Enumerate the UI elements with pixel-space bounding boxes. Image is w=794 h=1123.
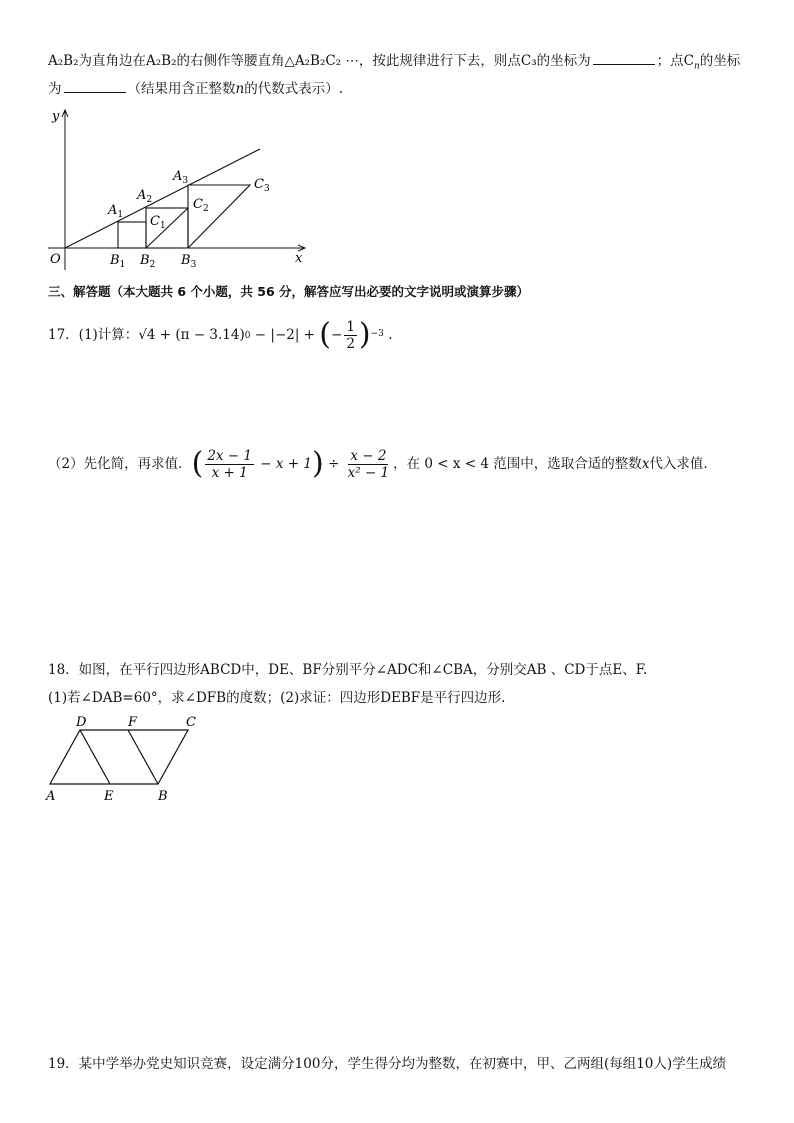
label-C: C [186, 715, 196, 730]
q18-line2: (1)若∠DAB=60°，求∠DFB的度数；(2)求证：四边形DEBF是平行四边形. [48, 690, 506, 706]
section-heading: 三、解答题（本大题共 6 个小题，共 56 分，解答应写出必要的文字说明或演算步骤） [48, 284, 530, 299]
q16-text-d: 为 [48, 81, 62, 97]
answer-blank-c3[interactable] [593, 50, 655, 65]
frac1-den: x + 1 [211, 464, 248, 481]
q17-exp0: 0 [244, 331, 251, 341]
q17-fraction-1 [205, 448, 254, 481]
q16-line1 [48, 50, 740, 77]
label-B1: $B_1$ [110, 253, 126, 270]
label-C1: $C_1$ [150, 214, 166, 231]
right-paren-2: ) [312, 446, 324, 481]
frac2-den: x² − 1 [347, 464, 390, 481]
right-paren: ) [358, 317, 371, 352]
answer-blank-cn[interactable] [64, 78, 126, 93]
q17-part2-end: 代入求值. [649, 456, 708, 472]
label-B3: $B_3$ [181, 253, 197, 270]
label-x: x [295, 251, 303, 266]
q17-expr-b: − |−2| + [250, 327, 320, 343]
label-A: A [46, 789, 56, 804]
q18-line1: 18．如图，在平行四边形ABCD中，DE、BF分别平分∠ADC和∠CBA，分别交AB 、CD于点E、F. [48, 662, 648, 678]
q17-var-x: x [641, 456, 650, 472]
q16-text-e: （结果用含正整数 [127, 81, 236, 97]
q16-subscript-n: n [693, 61, 700, 72]
q17-part1-prefix: 17．(1)计算： [48, 327, 139, 343]
frac1-tail: − x + 1 [256, 456, 312, 472]
ray-line [65, 149, 260, 248]
frac2-num: x − 2 [350, 447, 387, 464]
q17-part1-end: . [383, 327, 393, 343]
label-F: F [128, 715, 138, 730]
label-B: B [158, 789, 168, 804]
q17-part2-mid: ，在 0 < x < 4 范围中，选取合适的整数 [393, 456, 642, 472]
q17-expr-a: √4 + (π − 3.14) [138, 327, 245, 343]
segment-DE [80, 730, 110, 784]
parallelogram-ABCD [50, 730, 188, 784]
q16-line2 [48, 78, 343, 99]
label-A3: $A_3$ [173, 169, 189, 186]
q16-text-b: ；点C [656, 53, 694, 69]
triangle-3 [188, 185, 250, 248]
label-y: y [52, 109, 60, 124]
label-C2: $C_2$ [193, 197, 209, 214]
q16-text-f: 的代数式表示）. [244, 81, 343, 97]
q16-text-c: 的坐标 [699, 53, 741, 69]
q17-exp-neg3: −3 [370, 329, 384, 339]
q17-fraction-half [344, 319, 357, 352]
square-1 [118, 222, 146, 248]
label-E: E [104, 789, 114, 804]
q17-part1 [48, 318, 393, 352]
q19-line1: 19．某中学举办党史知识竞赛，设定满分100分，学生得分均为整数，在初赛中，甲、乙两组(每组10人)学生成绩 [48, 1056, 727, 1072]
divide-sign: ÷ [323, 456, 344, 472]
q17-part2-prefix: （2）先化简，再求值． [48, 456, 192, 472]
label-A1: $A_1$ [108, 203, 124, 220]
label-B2: $B_2$ [140, 253, 156, 270]
q17-minus: − [331, 327, 343, 343]
q17-part2 [48, 444, 708, 484]
figure-parallelogram [44, 712, 204, 804]
q17-frac-den: 2 [346, 335, 355, 352]
q17-fraction-2 [346, 448, 392, 481]
q17-frac-num: 1 [346, 318, 355, 335]
label-A2: $A_2$ [137, 188, 153, 205]
label-D: D [76, 715, 87, 730]
figure-staircase-triangles [40, 104, 320, 274]
q16-var-n: n [235, 81, 245, 97]
q16-text-a: A₂B₂为直角边在A₂B₂的右侧作等腰直角△A₂B₂C₂ ⋯，按此规律进行下去，则点C₃的坐标为 [48, 53, 591, 69]
left-paren-2: ( [191, 446, 204, 481]
segment-FB [128, 730, 158, 784]
label-C3: $C_3$ [254, 177, 270, 194]
label-O: O [50, 252, 61, 267]
left-paren: ( [319, 317, 332, 352]
frac1-num: 2x − 1 [207, 447, 252, 464]
